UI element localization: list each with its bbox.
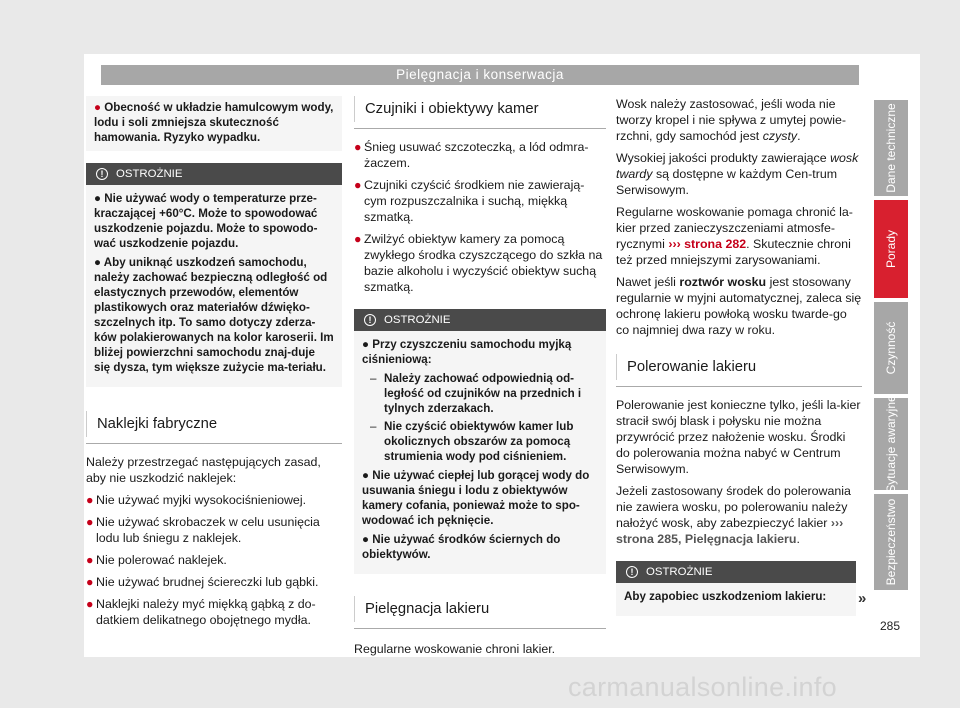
- list-item: ● Nie używać brudnej ściereczki lub gąbki.: [86, 575, 319, 589]
- list-item: ● Nie używać skrobaczek w celu usunięcia lodu lub śniegu z naklejek.: [86, 515, 320, 545]
- caution-subitem: – Nie czyścić obiektywów kamer lub okolicznych obszarów za pomocą strumienia wody pod ciśnieniem.: [370, 420, 574, 463]
- caution-item: ● Nie używać ciepłej lub gorącej wody do usuwania śniegu i lodu z obiektywów kamery cofania, ponieważ może to spo-wodować ich pęknięcie.: [362, 469, 590, 527]
- section-title: Czujniki i obiektywy kamer: [354, 96, 606, 122]
- intro-text: Należy przestrzegać następujących zasad, aby nie uszkodzić naklejek:: [86, 455, 321, 485]
- caution-item: Aby zapobiec uszkodzeniom lakieru:: [624, 590, 827, 603]
- list-item: ● Śnieg usuwać szczoteczką, a lód odmra-żaczem.: [354, 140, 589, 170]
- caution-item: ● Przy czyszczeniu samochodu myjką ciśnieniową:: [362, 338, 572, 366]
- watermark: carmanualsonline.info: [568, 672, 837, 702]
- warning-bullet: ●: [94, 101, 102, 114]
- paragraph: Regularne woskowanie chroni lakier.: [354, 642, 556, 656]
- info-icon: !: [626, 566, 638, 578]
- section-divider: [86, 443, 342, 444]
- caution-header: ! OSTROŻNIE: [616, 561, 856, 583]
- warning-text: ● Obecność w układzie hamulcowym wody, lodu i soli zmniejsza skuteczność hamowania. Ryzyko wypadku.: [94, 101, 334, 144]
- caution-header: ! OSTROŻNIE: [86, 163, 342, 185]
- page-number: 285: [880, 619, 901, 633]
- section-divider: [354, 628, 606, 629]
- list-item: ● Naklejki należy myć miękką gąbką z do-datkiem delikatnego obojętnego mydła.: [86, 597, 316, 627]
- section-divider: [616, 386, 862, 387]
- caution-box: [86, 163, 342, 387]
- caution-item: ● Nie używać środków ściernych do obiektywów.: [362, 533, 561, 561]
- caution-box: [354, 309, 606, 574]
- column-middle: [354, 96, 606, 657]
- paragraph: Jeżeli zastosowany środek do polerowania nie zawiera wosku, po polerowaniu należy nałożyć wosk, aby zabezpieczyć lakier ››› strona 285, Pielęgnacja lakieru.: [616, 484, 851, 546]
- list-item: ● Nie polerować naklejek.: [86, 553, 227, 567]
- caution-box: [616, 561, 856, 616]
- list-item: ● Czujniki czyścić środkiem nie zawierają-cym rozpuszczalnika i suchą, miękką szmatką.: [354, 178, 585, 224]
- tab-sytuacje-awaryjne[interactable]: Sytuacje awaryjne: [874, 398, 908, 490]
- continue-arrow-icon: »: [858, 590, 867, 607]
- section-title: Naklejki fabryczne: [86, 411, 342, 437]
- caution-body: [616, 583, 856, 616]
- paragraph: Nawet jeśli roztwór wosku jest stosowany regularnie w myjni automatycznej, zaleca się ochronę lakieru powłoką wosku twarde-go co najmniej dwa razy w roku.: [616, 275, 862, 337]
- page-link[interactable]: ››› strona 285, Pielęgnacja lakieru: [616, 516, 844, 546]
- page-header: Pielęgnacja i konserwacja: [101, 65, 859, 85]
- page-link[interactable]: ››› strona 282: [668, 237, 747, 251]
- paragraph: Wysokiej jakości produkty zawierające wosk twardy są dostępne w każdym Cen-trum Serwisowym.: [616, 151, 859, 197]
- tab-bezpieczenstwo[interactable]: Bezpieczeństwo: [874, 494, 908, 590]
- column-right: [616, 96, 862, 616]
- caution-subitem: – Należy zachować odpowiednią od-ległość od czujników na przednich i tylnych zderzakach.: [370, 372, 582, 415]
- tab-porady[interactable]: Porady: [874, 200, 908, 298]
- info-icon: !: [96, 168, 108, 180]
- tab-dane-techniczne[interactable]: Dane techniczne: [874, 100, 908, 196]
- paragraph: Polerowanie jest konieczne tylko, jeśli la-kier stracił swój blask i połysku nie można przywrócić przez nałożenie wosku. Środki do polerowania można nabyć w Centrum Serwisowym.: [616, 398, 861, 476]
- caution-item: ● Aby uniknąć uszkodzeń samochodu, należy zachować bezpieczną odległość od elastycznych przewodów, elementów plastikowych oraz materiałów dźwięko-szczelnych itp. To samo dotyczy zderza-ków polakierowanych na kolor karoserii. Im bliżej powierzchni samochodu znaj-duje się dysza, tym większe zużycie ma-teriału.: [94, 256, 334, 374]
- paragraph: Wosk należy zastosować, jeśli woda nie tworzy kropel i nie spływa z umytej powie-rzchni, gdy samochód jest czysty.: [616, 97, 846, 143]
- list-item: ● Nie używać myjki wysokociśnieniowej.: [86, 493, 307, 507]
- tab-czynnosc[interactable]: Czynność: [874, 302, 908, 394]
- section-divider: [354, 128, 606, 129]
- column-left: [86, 96, 342, 628]
- caution-item: ● Nie używać wody o temperaturze prze-kraczającej +60°C. Może to spowodować uszkodzenie pojazdu. Może to spowodo-wać uszkodzenie pojazdu.: [94, 192, 318, 250]
- paragraph: Regularne woskowanie pomaga chronić la-kier przed zanieczyszczeniami atmosfe-rycznymi ››› strona 282. Skutecznie chroni też przed mniejszymi zarysowaniami.: [616, 205, 853, 267]
- caution-body: [86, 185, 342, 387]
- list-item: ● Zwilżyć obiektyw kamery za pomocą zwykłego środka czyszczącego do szkła na bazie alkoholu i wyczyścić obiektyw suchą szmatką.: [354, 232, 603, 294]
- caution-body: [354, 331, 606, 574]
- section-title: Polerowanie lakieru: [616, 354, 862, 380]
- info-icon: !: [364, 314, 376, 326]
- warning-box: [86, 96, 342, 151]
- caution-header: ! OSTROŻNIE: [354, 309, 606, 331]
- section-title: Pielęgnacja lakieru: [354, 596, 606, 622]
